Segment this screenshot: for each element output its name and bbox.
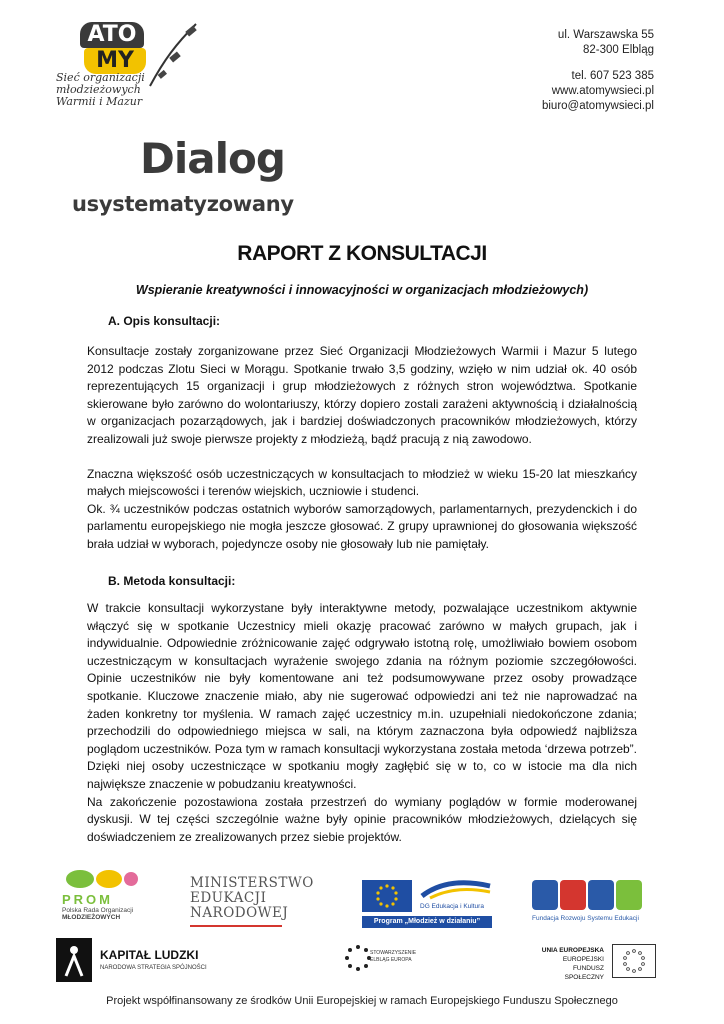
eu-line: EUROPEJSKI bbox=[562, 956, 604, 963]
paragraph: Ok. ¾ uczestników podczas ostatnich wyborów samorządowych, parlamentarnych, prezydenckich i do parlamentu europejskiego nie mogła jeszcze głosować. Z grupy uprawnionej do głosowania większość brała udział w wyborach, pojedyncze osoby nie głosowały lub nie pamiętały. bbox=[87, 501, 637, 551]
kl-emblem-icon bbox=[56, 938, 92, 982]
frse-letters bbox=[532, 880, 652, 910]
website-link[interactable]: www.atomywsieci.pl bbox=[551, 85, 654, 97]
contact-block bbox=[542, 28, 654, 114]
stars-circle-icon bbox=[344, 944, 372, 972]
kapital-ludzki-logo bbox=[56, 938, 216, 984]
prom-sub: MŁODZIEŻOWYCH bbox=[62, 914, 121, 921]
men-logo bbox=[190, 876, 314, 927]
brand-title: Dialog bbox=[140, 134, 285, 183]
eu-line: FUNDUSZ SPOŁECZNY bbox=[564, 965, 604, 981]
kl-name: KAPITAŁ LUDZKI bbox=[100, 948, 199, 962]
eu-flag-outline-icon bbox=[612, 944, 656, 978]
logo-ato: ATO bbox=[80, 22, 144, 48]
email-link[interactable]: biuro@atomywsieci.pl bbox=[541, 100, 654, 112]
swoosh-icon bbox=[420, 878, 492, 900]
brand-subtitle: usystematyzowany bbox=[72, 192, 294, 216]
logo-subtitle-line: Warmii i Mazur bbox=[56, 95, 143, 108]
report-title: RAPORT Z KONSULTACJI bbox=[237, 242, 487, 265]
phone: tel. 607 523 385 bbox=[571, 70, 654, 82]
logo-subtitle bbox=[56, 72, 145, 108]
satellite-icon bbox=[146, 20, 202, 90]
prom-name: PROM bbox=[62, 892, 113, 907]
dg-label: DG Edukacja i Kultura bbox=[420, 903, 484, 910]
paragraph: W trakcie konsultacji wykorzystane były interaktywne metody, pozwalające uczestnikom aktywnie włączyć się w spotkanie Uczestnicy mieli okazję pracować zarówno w małych grupach, jak i indywidualnie. Odpowiednie zróżnicowanie zajęć odgrywało istotną rolę, umożliwiało bowiem osobom uczestniczącym w konsultacjach wyrażenie swojego zdania na różnym poziomie szczegółowości. Opinie uczestników nie były komentowane ani też podsumowywane przez osoby prowadzące spotkanie. Kluczowe znaczenie miało, aby nie sugerować odpowiedzi ani też nie naprowadzać na żaden konkretny tor myślenia. W ramach zajęć uczestnicy m.in. uzupełniali niedokończone zdania; przechodzili do odpowiedniego miejsca w sali, na którym zaznaczona była odpowiedź najbliższa poglądom uczestników. Poza tym w ramach konsultacji wykorzystana została metoda ‘drzewa potrzeb”. Dzięki niej osoby uczestniczące w spotkaniu mogły zagłębić się w to, co w istocie ma dla nich największe znaczenie w pobudzaniu kreatywności. bbox=[87, 601, 637, 791]
address-line: ul. Warszawska 55 bbox=[557, 29, 654, 41]
paragraph: Na zakończenie pozostawiona została przestrzeń do wymiany poglądów w formie moderowanej dyskusji. W tej części szczególnie ważne były opinie pracowników młodzieżowych, dzielących się doświadczeniem ze zrealizowanych przez siebie projektów. bbox=[87, 794, 637, 844]
eu-line: UNIA EUROPEJSKA bbox=[541, 947, 604, 954]
logo-subtitle-line: młodzieżowych bbox=[56, 83, 141, 96]
men-line: EDUKACJI bbox=[190, 890, 267, 906]
kl-sub: NARODOWA STRATEGIA SPÓJNOŚCI bbox=[100, 965, 207, 971]
paragraph: Konsultacje zostały zorganizowane przez Sieć Organizacji Młodzieżowych Warmii i Mazur 5 lutego 2012 podczas Zlotu Sieci w Morągu. Spotkanie trwało 3,5 godziny, wzięło w nim udział ok. 40 osób reprezentujących 15 organizacji i grup młodzieżowych z różnych stron województwa. Spotkanie skierowane było zarówno do wolontariuszy, którzy dopiero zostali zarażeni aktywnością i działalnością w organizacjach pozarządowych, jak i bardziej doświadczonych pracowników młodzieżowych, którzy zrealizowali już swoje pierwsze projekty z młodzieżą, bądź pracują z nią zawodowo. bbox=[87, 344, 637, 446]
men-line: NARODOWEJ bbox=[190, 905, 289, 921]
section-b-heading: B. Metoda konsultacji: bbox=[108, 574, 236, 588]
paragraph: Znaczna większość osób uczestniczących w konsultacjach to młodzież w wieku 15-20 lat mieszkańcy małych miejscowości i terenów wiejskich, uczniowie i studenci. bbox=[87, 466, 637, 499]
prom-logo bbox=[62, 870, 142, 930]
section-b-body bbox=[87, 600, 637, 846]
prom-sub: Polska Rada Organizacji bbox=[62, 907, 134, 914]
eu-flag-icon bbox=[362, 880, 412, 912]
address-line: 82-300 Elbląg bbox=[583, 44, 654, 56]
elblag-name: STOWARZYSZENIE ELBLĄG EUROPA bbox=[370, 950, 417, 963]
section-a-heading: A. Opis konsultacji: bbox=[108, 314, 221, 328]
eu-fund-logo bbox=[532, 944, 662, 984]
frse-logo bbox=[532, 880, 652, 930]
youth-program-label: Program „Młodzież w działaniu” bbox=[362, 916, 492, 928]
youth-in-action-logo bbox=[362, 878, 492, 930]
logo-subtitle-line: Sieć organizacji bbox=[56, 71, 145, 84]
logo-my: MY bbox=[84, 48, 146, 74]
frse-sub: Fundacja Rozwoju Systemu Edukacji bbox=[532, 915, 639, 922]
section-a-body bbox=[87, 343, 637, 554]
elblag-europa-logo bbox=[344, 940, 417, 980]
footer-note: Projekt współfinansowany ze środków Unii Europejskiej w ramach Europejskiego Funduszu Społecznego bbox=[106, 995, 618, 1007]
men-line: MINISTERSTWO bbox=[190, 875, 314, 891]
report-subtitle: Wspieranie kreatywności i innowacyjności w organizacjach młodzieżowych) bbox=[135, 283, 589, 297]
